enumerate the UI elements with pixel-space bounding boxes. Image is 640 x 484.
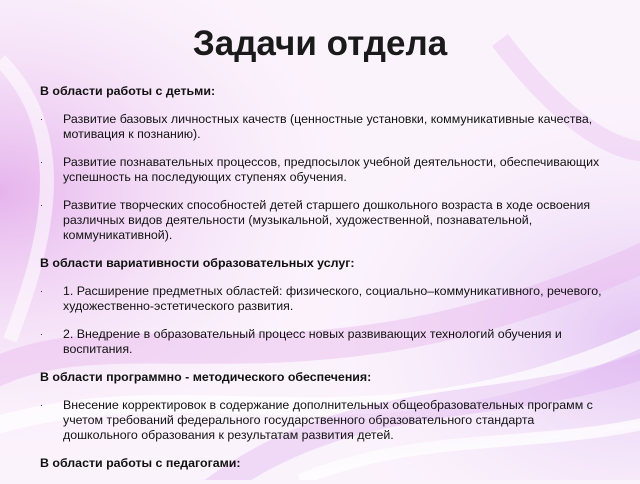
list-item — [40, 284, 612, 314]
list-item — [40, 198, 612, 243]
list-item-text: Развитие базовых личностных качеств (ценностные установки, коммуникативные качества, мотивация к познанию). — [63, 112, 593, 141]
list-item-text: Внесение корректировок в содержание дополнительных общеобразовательных программ с учетом требований федерального государственного образовательного стандарта дошкольного образования к результатам развития детей. — [63, 398, 593, 442]
list-item — [40, 155, 612, 185]
bullet-icon: · — [40, 329, 43, 339]
bullet-icon: · — [40, 286, 43, 296]
section-heading-teachers: В области работы с педагогами: — [40, 456, 241, 470]
slide-body — [40, 84, 612, 484]
section-heading-children: В области работы с детьми: — [40, 84, 216, 98]
list-item-text: 2. Внедрение в образовательный процесс новых развивающих технологий обучения и воспитания. — [63, 327, 562, 356]
list-item-text: 1. Расширение предметных областей: физического, социально–коммуникативного, речевого, художественно-эстетического развития. — [63, 284, 602, 313]
list-item-text: Развитие познавательных процессов, предпосылок учебной деятельности, обеспечивающих успешность на последующих ступенях обучения. — [63, 155, 600, 184]
section-heading-services: В области вариативности образовательных услуг: — [40, 256, 355, 270]
bullet-icon: · — [40, 200, 43, 210]
bullet-icon: · — [40, 114, 43, 124]
list-item — [40, 327, 612, 357]
list-item-text: Развитие творческих способностей детей старшего дошкольного возраста в ходе освоения различных видов деятельности (музыкальной, художественной, познавательной, коммуникативной). — [63, 198, 591, 242]
list-item — [40, 112, 612, 142]
bullet-icon: · — [40, 157, 43, 167]
section-heading-methodology: В области программно - методического обеспечения: — [40, 370, 372, 384]
list-item — [40, 398, 612, 443]
bullet-icon: · — [40, 400, 43, 410]
slide-title: Задачи отдела — [192, 24, 448, 63]
